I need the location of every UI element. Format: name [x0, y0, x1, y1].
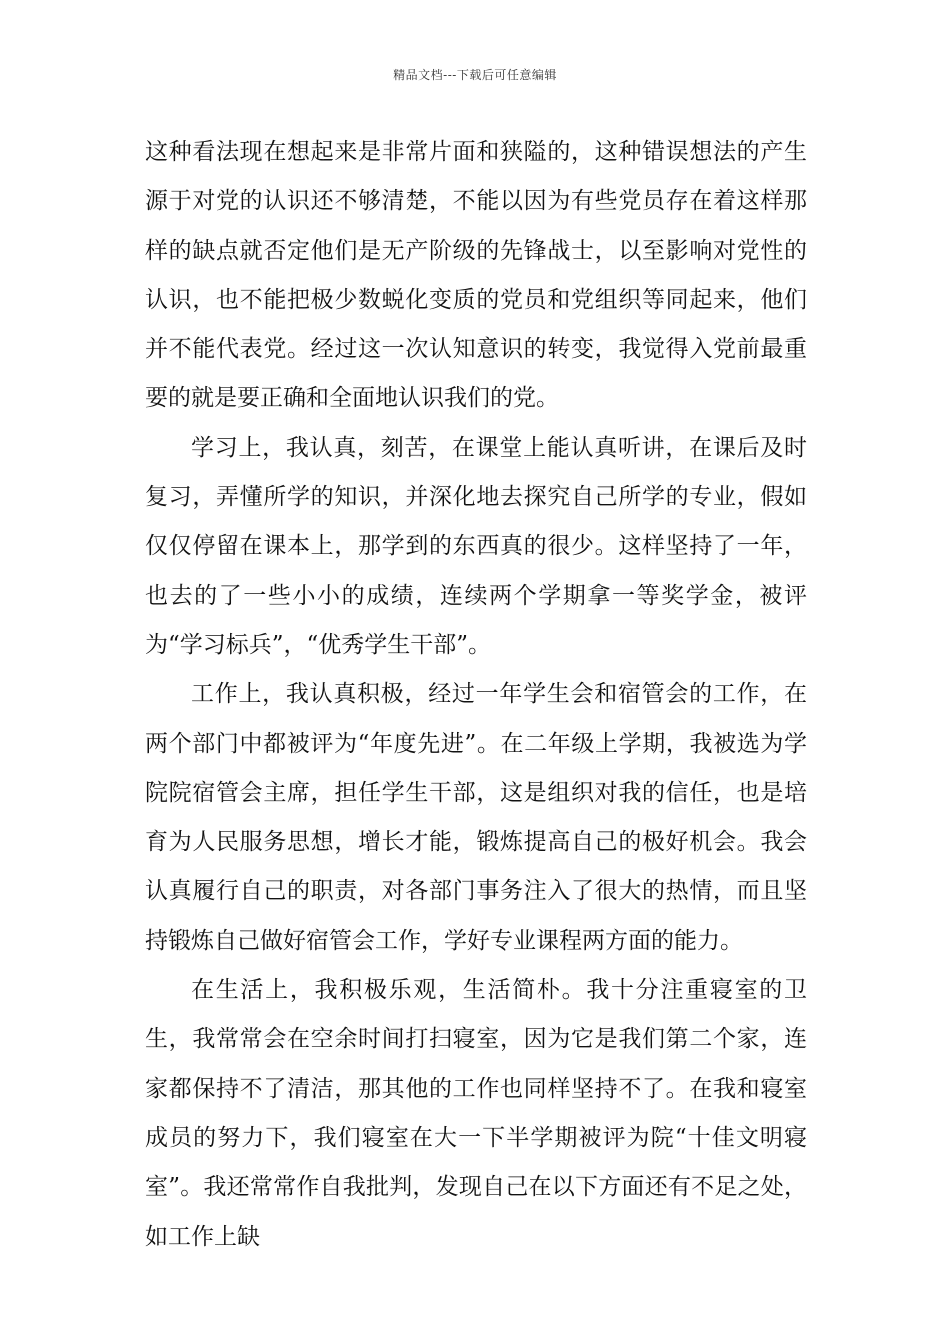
document-body	[145, 128, 807, 1262]
page-header: 精品文档---下载后可任意编辑	[393, 68, 557, 82]
paragraph-continued: 这种看法现在想起来是非常片面和狭隘的，这种错误想法的产生源于对党的认识还不够清楚，不能以因为有些党员存在着这样那样的缺点就否定他们是无产阶级的先锋战士，以至影响对党性的认识，也不能把极少数蜕化变质的党员和党组织等同起来，他们并不能代表党。经过这一次认知意识的转变，我觉得入党前最重要的就是要正确和全面地认识我们的党。	[145, 139, 807, 412]
paragraph-study: 学习上，我认真，刻苦，在课堂上能认真听讲，在课后及时复习，弄懂所学的知识，并深化地去探究自己所学的专业，假如仅仅停留在课本上，那学到的东西真的很少。这样坚持了一年，也去的了一些小小的成绩，连续两个学期拿一等奖学金，被评为“学习标兵”，“优秀学生干部”。	[145, 434, 807, 658]
paragraph-work: 工作上，我认真积极，经过一年学生会和宿管会的工作，在两个部门中都被评为“年度先进”。在二年级上学期，我被选为学院院宿管会主席，担任学生干部，这是组织对我的信任，也是培育为人民服务思想，增长才能，锻炼提高自己的极好机会。我会认真履行自己的职责，对各部门事务注入了很大的热情，而且坚持锻炼自己做好宿管会工作，学好专业课程两方面的能力。	[145, 681, 807, 954]
paragraph-life: 在生活上，我积极乐观，生活简朴。我十分注重寝室的卫生，我常常会在空余时间打扫寝室，因为它是我们第二个家，连家都保持不了清洁，那其他的工作也同样坚持不了。在我和寝室成员的努力下，我们寝室在大一下半学期被评为院“十佳文明寝室”。我还常常作自我批判，发现自己在以下方面还有不足之处，如工作上缺	[145, 977, 807, 1250]
